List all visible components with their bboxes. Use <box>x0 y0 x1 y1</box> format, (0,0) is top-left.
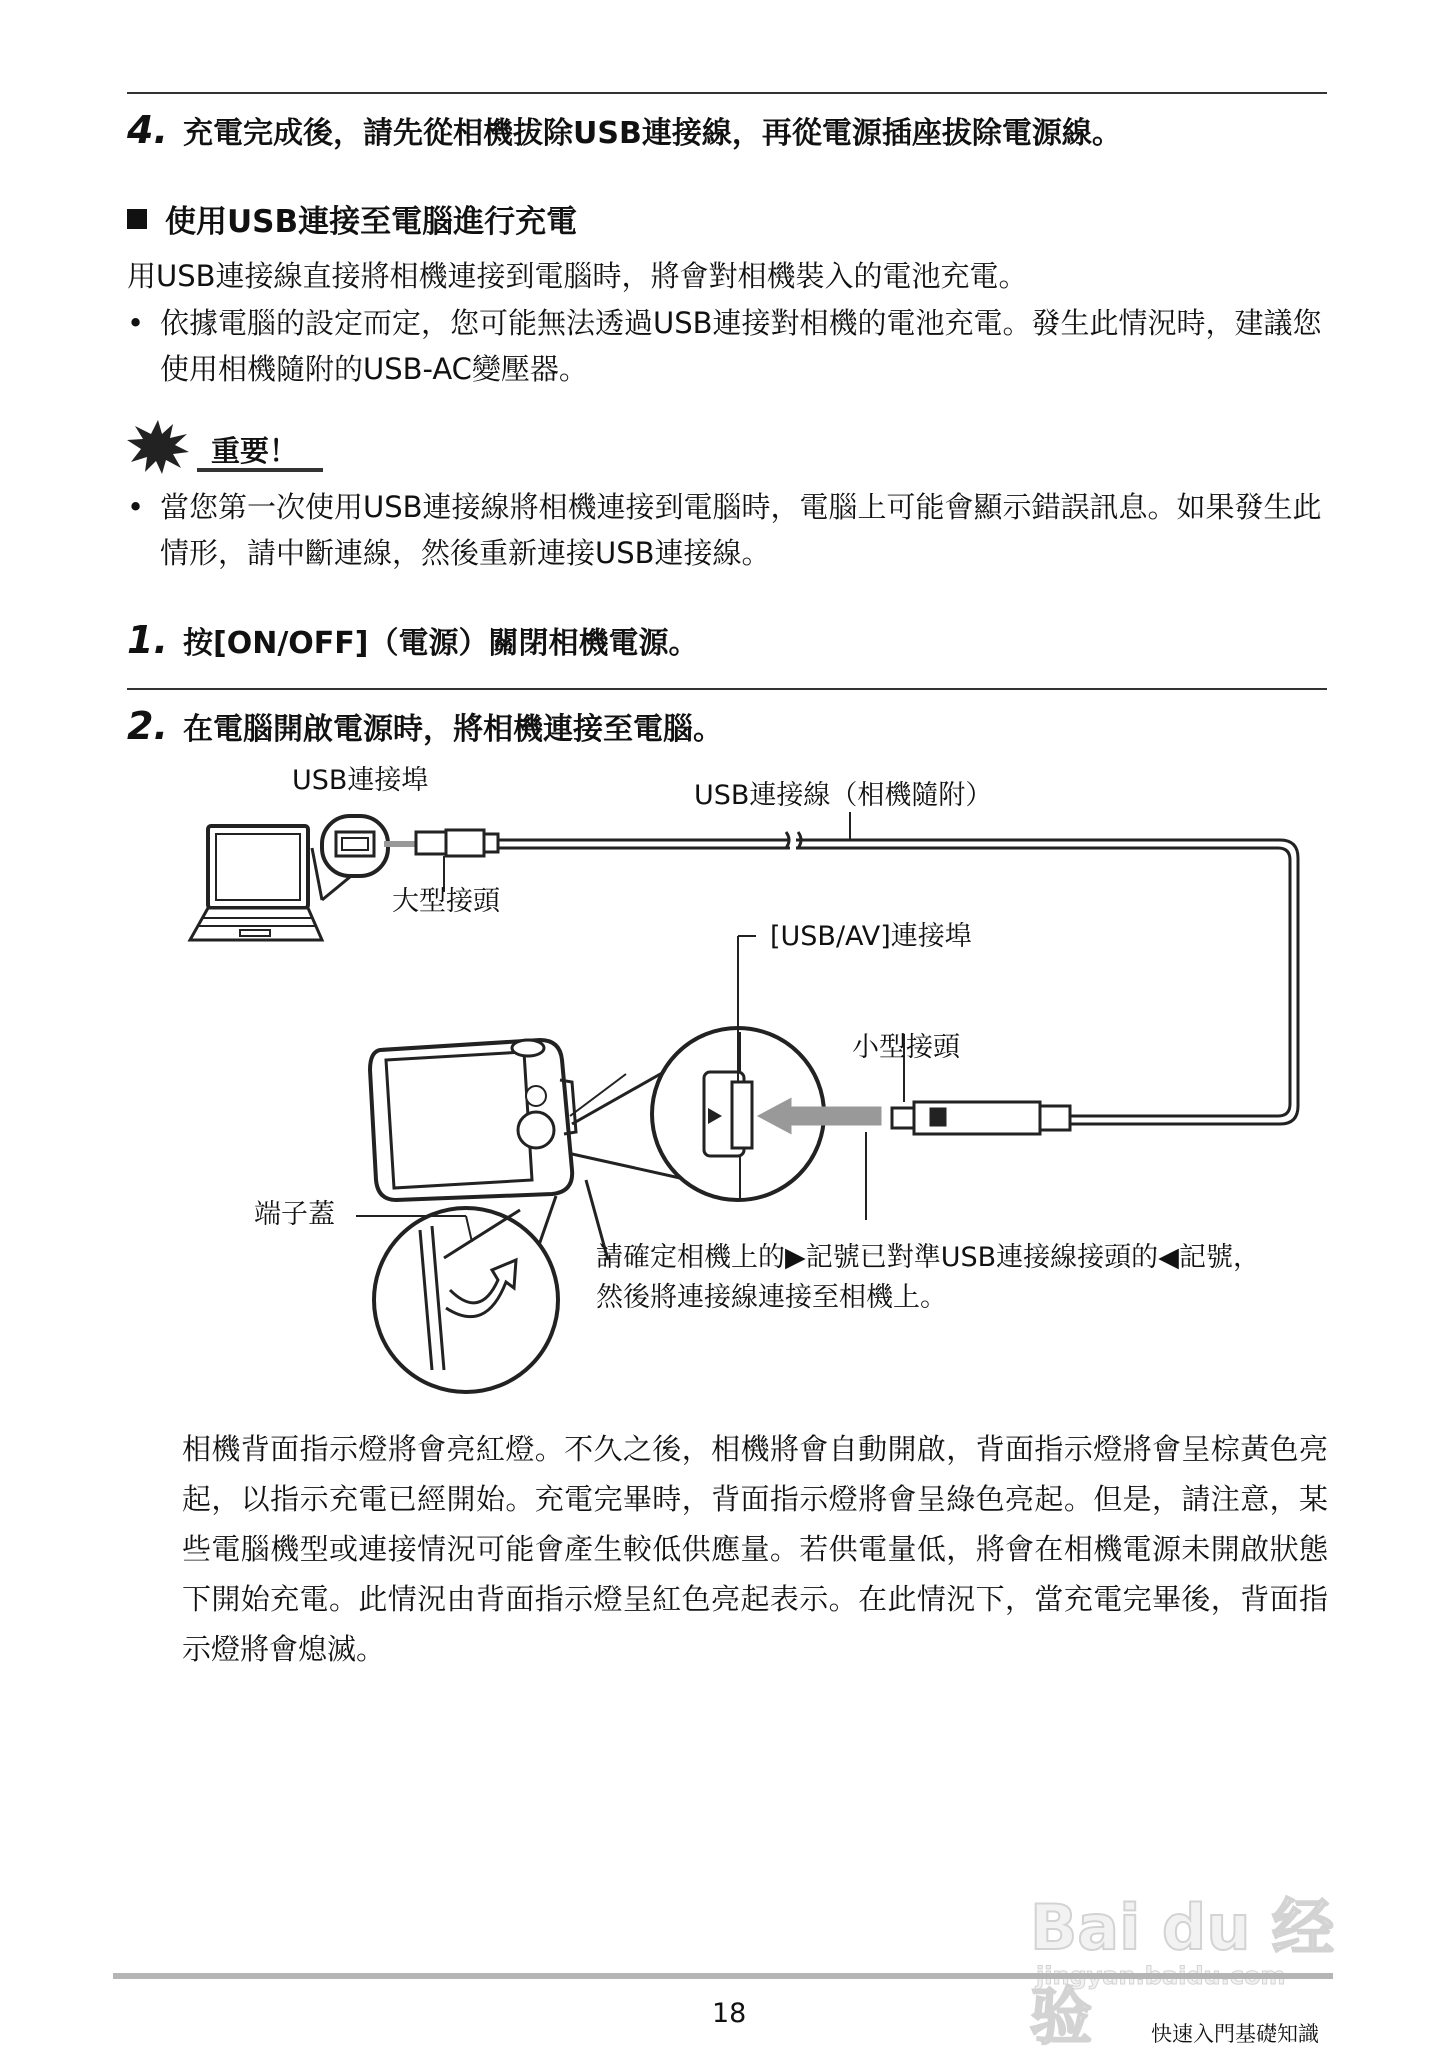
step-4 <box>127 108 1122 152</box>
section-title: 使用USB連接至電腦進行充電 <box>165 204 578 240</box>
label-terminal-cover: 端子蓋 <box>254 1199 335 1230</box>
step-1 <box>127 618 698 662</box>
camera-illustration <box>370 1040 626 1200</box>
terminal-cover-zoom <box>356 1180 608 1392</box>
label-align-note-2: 然後將連接線連接至相機上。 <box>596 1282 947 1313</box>
camera-port-zoom <box>572 936 880 1200</box>
important-label: 重要！ <box>211 434 299 468</box>
step-2 <box>127 704 723 748</box>
label-large-connector: 大型接頭 <box>392 886 500 917</box>
label-align-note-1: 請確定相機上的▶記號已對準USB連接線接頭的◀記號， <box>596 1242 1260 1273</box>
section-heading <box>127 196 577 241</box>
intro-text: 用USB連接線直接將相機連接到電腦時，將會對相機裝入的電池充電。 <box>127 259 1028 293</box>
bullet-dot: • <box>127 490 145 524</box>
top-rule <box>127 92 1327 94</box>
footer-section-name: 快速入門基礎知識 <box>1151 2022 1319 2046</box>
divider-rule <box>127 688 1327 690</box>
charging-description: 相機背面指示燈將會亮紅燈。不久之後，相機將會自動開啟，背面指示燈將會呈棕黃色亮起，以指示充電已經開始。充電完畢時，背面指示燈將會呈綠色亮起。但是，請注意，某些電腦機型或連接情況可能會產生較低供應量。若供電量低，將會在相機電源未開啟狀態下開始充電。此情況由背面指示燈呈紅色亮起表示。在此情況下，當充電完畢後，背面指示燈將會熄滅。 <box>182 1432 1328 1666</box>
laptop-illustration <box>190 826 322 940</box>
usb-port-zoom <box>312 816 388 900</box>
page-number: 18 <box>712 1998 747 2029</box>
bullet-text: 依據電腦的設定而定，您可能無法透過USB連接對相機的電池充電。發生此情況時，建議您使用相機隨附的USB-AC變壓器。 <box>160 306 1322 386</box>
step-text: 充電完成後，請先從相機拔除USB連接線，再從電源插座拔除電源線。 <box>183 116 1122 151</box>
square-bullet-icon <box>127 209 147 229</box>
important-underline <box>197 468 323 472</box>
label-usb-av-port: [USB/AV]連接埠 <box>770 921 972 952</box>
step-number: 2. <box>127 704 168 748</box>
label-usb-port: USB連接埠 <box>292 765 429 796</box>
label-small-connector: 小型接頭 <box>852 1032 960 1063</box>
step-number: 1. <box>127 618 168 662</box>
bullet-1 <box>127 300 1327 392</box>
important-callout <box>127 420 323 474</box>
burst-icon <box>127 420 189 474</box>
label-usb-cable: USB連接線（相機隨附） <box>694 780 993 811</box>
bullet-text: 當您第一次使用USB連接線將相機連接到電腦時，電腦上可能會顯示錯誤訊息。如果發生此情形，請中斷連線，然後重新連接USB連接線。 <box>160 490 1322 570</box>
step-text: 在電腦開啟電源時，將相機連接至電腦。 <box>183 712 723 747</box>
bullet-dot: • <box>127 306 145 340</box>
bullet-2 <box>127 484 1327 576</box>
step-text: 按[ON/OFF]（電源）關閉相機電源。 <box>183 626 699 661</box>
watermark-brand: Bai du 经验 <box>1030 1891 1335 2053</box>
footer-bar <box>113 1973 1333 1979</box>
step-number: 4. <box>127 108 168 152</box>
